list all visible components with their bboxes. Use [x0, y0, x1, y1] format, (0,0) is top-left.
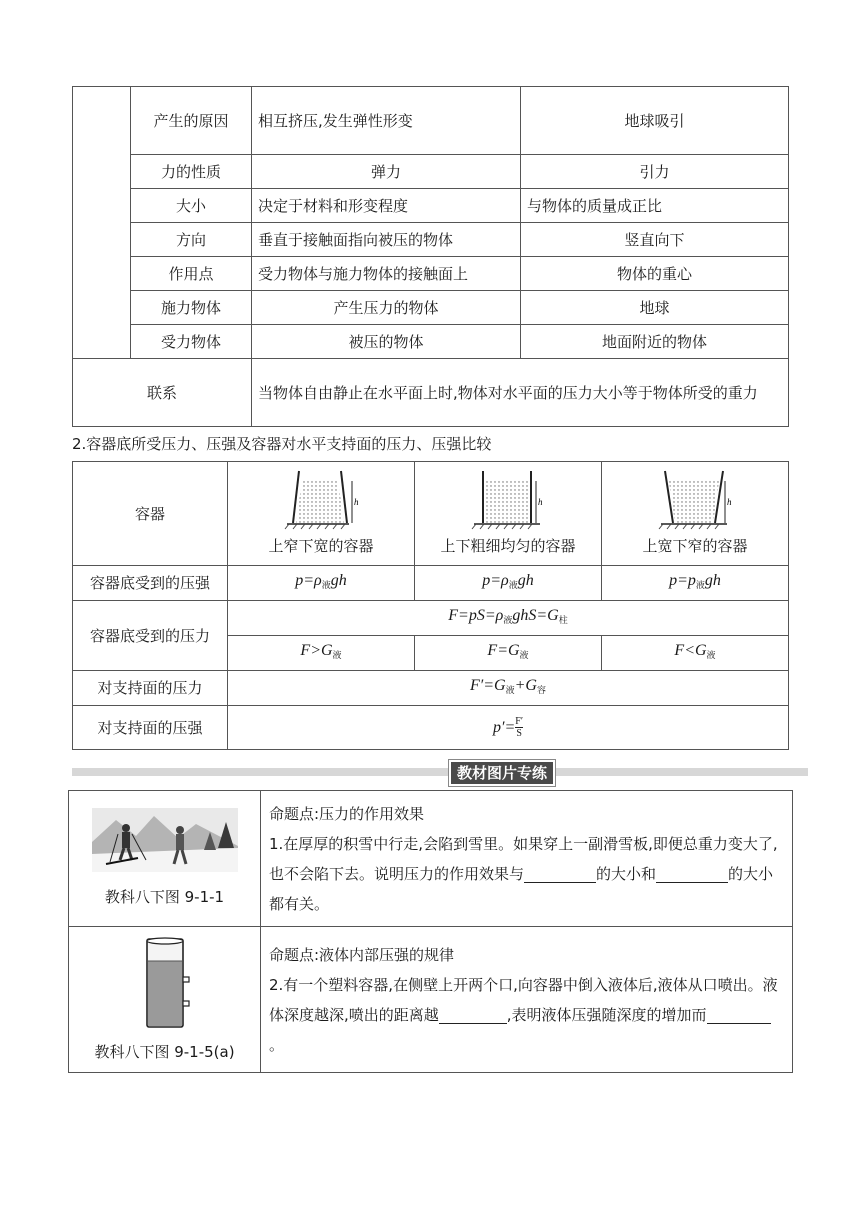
row-label: 大小	[131, 189, 252, 223]
gravity-cell: 竖直向下	[521, 223, 789, 257]
force-compare: $F>G_液$	[228, 636, 415, 671]
gravity-cell: 与物体的质量成正比	[521, 189, 789, 223]
container-caption: 上宽下窄的容器	[642, 536, 748, 555]
topic-label: 命题点:压力的作用效果	[269, 804, 425, 823]
bottom-pressure-formula: $p=\rho_液gh$	[415, 566, 602, 601]
row-label: 方向	[131, 223, 252, 257]
figure-caption: 教科八下图 9-1-5(a)	[94, 1042, 235, 1061]
container-cell-narrow-top	[228, 462, 415, 566]
exercise-text-cell	[261, 927, 793, 1073]
bottom-pressure-formula: $p=\rho_液gh$	[228, 566, 415, 601]
section-heading: 2.容器底所受压力、压强及容器对水平支持面的压力、压强比较	[72, 435, 492, 453]
relation-label: 联系	[73, 359, 252, 427]
container-with-holes-illustration	[130, 935, 200, 1031]
gravity-cell: 物体的重心	[521, 257, 789, 291]
container-caption: 上下粗细均匀的容器	[440, 536, 576, 555]
exercise-table	[68, 790, 793, 1073]
exercise-figure-cell	[69, 791, 261, 927]
relation-text: 当物体自由静止在水平面上时,物体对水平面的压力大小等于物体所受的重力	[252, 359, 789, 427]
pressure-cell: 被压的物体	[252, 325, 521, 359]
container-label: 容器	[73, 462, 228, 566]
row-label: 受力物体	[131, 325, 252, 359]
support-force-formula: $F'=G_液+G_容$	[228, 671, 789, 706]
container-comparison-table	[72, 461, 789, 750]
section-banner	[72, 760, 808, 782]
blank-cell	[73, 87, 131, 359]
support-pressure-formula: p′= $\frac{F'}{S}$	[228, 706, 789, 750]
gravity-cell: 引力	[521, 155, 789, 189]
question-text: 2.有一个塑料容器,在侧壁上开两个口,向容器中倒入液体后,液体从口喷出。液体深度越深,喷出的距离越 ,表明液体压强随深度的增加而。	[269, 975, 778, 1054]
bottom-force-formula: $F=pS=\rho_液ghS=G_柱$	[228, 601, 789, 636]
wide-top-container-icon	[657, 469, 733, 531]
h-mark: h	[354, 496, 359, 507]
support-pressure-label: 对支持面的压强	[73, 706, 228, 750]
banner-label: 教材图片专练	[449, 760, 555, 786]
container-caption: 上窄下宽的容器	[268, 536, 374, 555]
topic-label: 命题点:液体内部压强的规律	[269, 945, 455, 964]
answer-blank[interactable]	[656, 866, 728, 883]
exercise-text-cell	[261, 791, 793, 927]
uniform-container-icon	[470, 469, 546, 531]
h-mark: h	[727, 496, 732, 507]
force-compare: $F=G_液$	[415, 636, 602, 671]
answer-blank[interactable]	[439, 1007, 507, 1024]
force-compare: $F<G_液$	[602, 636, 789, 671]
gravity-cell: 地球	[521, 291, 789, 325]
support-force-label: 对支持面的压力	[73, 671, 228, 706]
container-cell-uniform	[415, 462, 602, 566]
row-label: 施力物体	[131, 291, 252, 325]
pressure-cell: 相互挤压,发生弹性形变	[252, 87, 521, 155]
question-text: 1.在厚厚的积雪中行走,会陷到雪里。如果穿上一副滑雪板,即便总重力变大了,也不会陷下去。说明压力的作用效果与 的大小和 的大小都有关。	[269, 834, 778, 913]
narrow-top-container-icon	[283, 469, 359, 531]
pressure-gravity-table	[72, 86, 789, 427]
banner-bar	[72, 768, 808, 776]
figure-caption: 教科八下图 9-1-1	[104, 887, 225, 906]
snow-skiing-illustration	[92, 808, 238, 872]
bottom-pressure-formula: $p=p_液gh$	[602, 566, 789, 601]
row-label: 作用点	[131, 257, 252, 291]
pressure-cell: 决定于材料和形变程度	[252, 189, 521, 223]
gravity-cell: 地面附近的物体	[521, 325, 789, 359]
bottom-pressure-label: 容器底受到的压强	[73, 566, 228, 601]
row-label: 力的性质	[131, 155, 252, 189]
fraction: $\frac{F'}{S}$	[515, 716, 524, 740]
answer-blank[interactable]	[524, 866, 596, 883]
pressure-cell: 产生压力的物体	[252, 291, 521, 325]
exercise-figure-cell	[69, 927, 261, 1073]
row-label: 产生的原因	[131, 87, 252, 155]
container-cell-wide-top	[602, 462, 789, 566]
h-mark: h	[538, 496, 543, 507]
pressure-cell: 弹力	[252, 155, 521, 189]
bottom-force-label: 容器底受到的压力	[73, 601, 228, 671]
gravity-cell: 地球吸引	[521, 87, 789, 155]
pressure-cell: 垂直于接触面指向被压的物体	[252, 223, 521, 257]
answer-blank[interactable]	[707, 1007, 771, 1024]
pressure-cell: 受力物体与施力物体的接触面上	[252, 257, 521, 291]
